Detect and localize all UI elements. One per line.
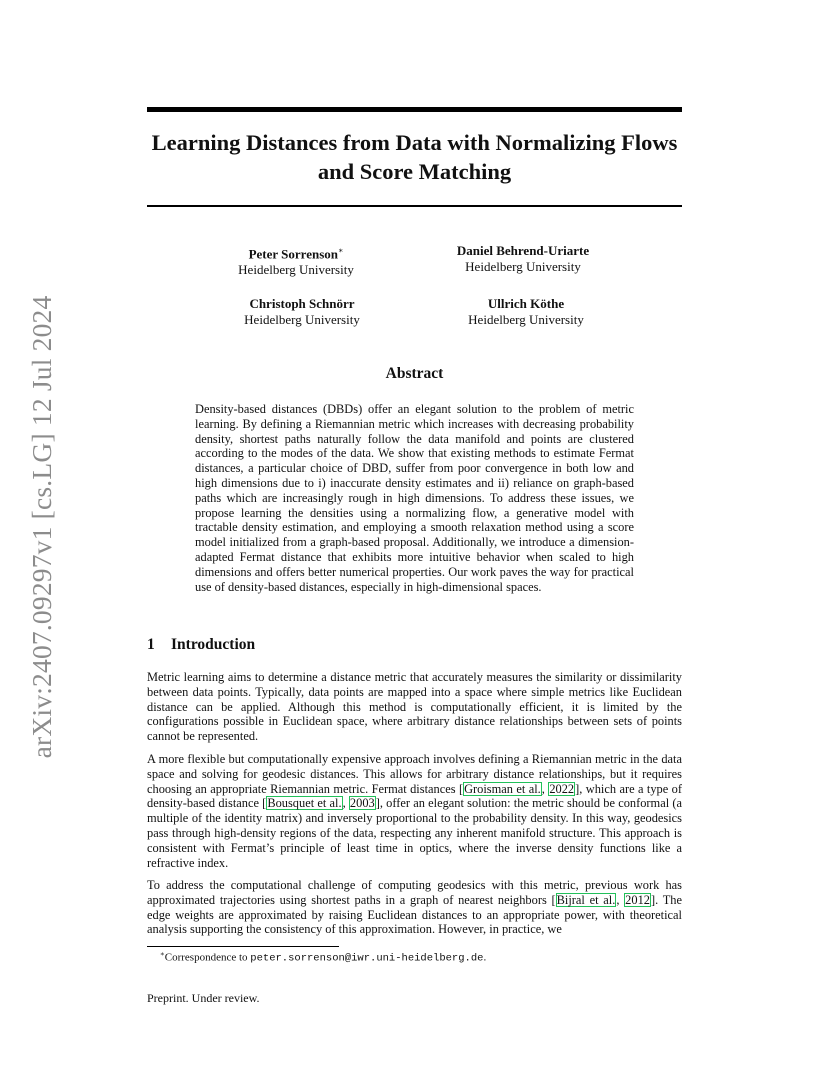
citation-link[interactable]: Groisman et al. [464,781,541,796]
footnote: ∗Correspondence to peter.sorrenson@iwr.uni-heidelberg.de. [160,950,487,965]
section-title: Introduction [171,636,256,653]
citation-link[interactable]: 2003 [349,796,375,811]
title-line-1: Learning Distances from Data with Normalizing Flows [151,130,678,155]
arxiv-identifier: arXiv:2407.09297v1 [cs.LG] 12 Jul 2024 [26,295,57,759]
author-affiliation: Heidelberg University [465,259,581,274]
footnote-rule [147,946,339,947]
paragraph: A more flexible but computationally expensive approach involves defining a Riemannian metric in the data space and solving for geodesic distances. This allows for arbitrary distance relationships, but it requires choosing an appropriate Riemannian metric. Fermat distances [Groisman et al., 2022], which are a type of density-based distance [Bousquet et al., 2003], offer an elegant solution: the metric should be conformal (a multiple of the identity matrix) and inversely proportional to the probability density. In this way, geodesics pass through high-density regions of the data, respecting any inherent manifold structure. This approach is consistent with Fermat’s principle of least time in optics, where the inverse density functions like a refractive index. [147,752,682,870]
citation-link[interactable]: Bousquet et al. [267,796,342,811]
abstract-heading: Abstract [385,365,444,382]
citation-link[interactable]: Bijral et al. [556,892,616,907]
citation-link[interactable]: 2012 [625,892,650,907]
paragraph: Metric learning aims to determine a distance metric that accurately measures the similarity or dissimilarity between data points. Typically, data points are mapped into a space where simple metrics like Euclidean distance can be applied. Although this method is computationally efficient, it is limited by the configurations possible in Euclidean space, where arbitrary distance relationships between sets of points cannot be represented. [147,670,682,744]
section-heading [147,636,255,654]
title-bottom-rule [147,205,682,207]
author-affiliation: Heidelberg University [244,312,360,327]
abstract-text: Density-based distances (DBDs) offer an elegant solution to the problem of metric learning. By defining a Riemannian metric which increases with decreasing probability density, shortest paths naturally follow the data manifold and points are clustered according to the modes of the data. We show that existing methods to estimate Fermat distances, a particular choice of DBD, suffer from poor convergence in both low and high dimensions due to i) inaccurate density estimates and ii) reliance on graph-based paths which are increasingly rough in high dimensions. To address these issues, we propose learning the densities using a normalizing flow, a generative model with tractable density estimation, and employing a smooth relaxation method using a score model initialized from a graph-based proposal. Additionally, we introduce a dimension-adapted Fermat distance that exhibits more intuitive behavior when scaled to high dimensions and offers better numerical properties. Our work paves the way for practical use of density-based distances, especially in high-dimensional spaces. [195,402,634,594]
author-name: Ullrich Köthe [487,296,565,311]
citation-link[interactable]: 2022 [549,781,575,796]
preprint-note: Preprint. Under review. [147,991,260,1005]
author-block [406,296,646,328]
section-number: 1 [147,636,155,653]
author-affiliation: Heidelberg University [468,312,584,327]
email-address[interactable]: peter.sorrenson@iwr.uni-heidelberg.de [250,952,484,965]
author-name: Peter Sorrenson [248,246,338,262]
author-name: Christoph Schnörr [249,296,355,311]
author-block [182,296,422,328]
paper-title [140,128,689,186]
title-top-rule [147,107,682,112]
author-block [176,243,416,278]
author-name: Daniel Behrend-Uriarte [456,243,590,258]
title-line-2: and Score Matching [317,159,512,184]
paragraph: To address the computational challenge of computing geodesics with this metric, previous work has approximated trajectories using shortest paths in a graph of nearest neighbors [Bijral et al., 2012]. The edge weights are approximated by raising Euclidean distances to an appropriate power, with theoretical analysis supporting the consistency of this approximation. However, in practice, we [147,878,682,937]
footnote-mark: ∗ [337,246,344,255]
author-affiliation: Heidelberg University [238,262,354,278]
footnote-mark: ∗ [160,950,165,958]
author-block [403,243,643,275]
